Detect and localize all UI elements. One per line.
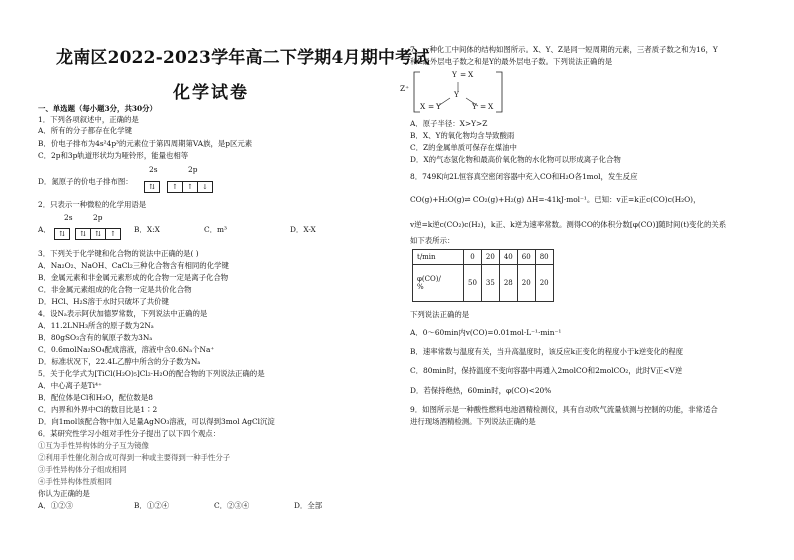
q4-option-b: B．80gSO₃含有的氧原子数为3Nₐ — [38, 333, 153, 342]
q7-struct-z: Z⁺ — [400, 84, 410, 93]
q7-stem-line1: 7．一种化工中间体的结构如图所示。X、Y、Z是同一短周期的元素，三者质子数之和为16，Y — [410, 45, 718, 54]
q7-struct-x-top: X — [468, 70, 474, 79]
q7-struct-x-right: X — [488, 102, 494, 111]
q7-struct-eq-left: = — [428, 102, 435, 111]
q1-option-c: C．2p和3p轨道形状均为哑铃形，能量也相等 — [38, 151, 189, 160]
q8-table-intro: 如下表所示： — [410, 236, 455, 245]
q7-struct-y-top: Y — [452, 70, 457, 79]
q9-stem-line1: 9．如图所示是一种酸性燃料电池酒精检测仪，具有自动吹气流量侦测与控制的功能，非常适合 — [410, 405, 718, 414]
q1-orbital-diagram — [144, 176, 212, 195]
q7-struct-y-center: Y — [454, 90, 459, 99]
q8-ask: 下列说法正确的是 — [410, 310, 470, 319]
q7-structure — [400, 70, 520, 114]
q6-option-b: B．①②④ — [134, 501, 169, 510]
q1-stem: 1．下列各项叙述中，正确的是 — [38, 115, 139, 124]
q5-option-a: A．中心离子是Ti⁴⁺ — [38, 381, 102, 390]
exam-subtitle: 化学试卷 — [173, 83, 249, 103]
q5-option-c: C．内界和外界中Cl的数目比是1∶2 — [38, 405, 158, 414]
section-heading: 一、单选题（每小题3分，共30分） — [38, 104, 157, 113]
table-cell: 35 — [481, 265, 499, 302]
table-cell: 28 — [499, 265, 517, 302]
q2-option-d: D．X-X — [290, 225, 316, 234]
q1-option-b: B．价电子排布为4s²4p³的元素位于第四周期第VA族，是p区元素 — [38, 139, 253, 148]
q5-option-d: D．向1mol该配合物中加入足量AgNO₃溶液，可以得到3mol AgCl沉淀 — [38, 417, 275, 426]
exam-title: 龙南区2022-2023学年高二下学期4月期中考试 — [56, 48, 430, 68]
q4-option-d: D．标准状况下，22.4L乙醇中所含的分子数为Nₐ — [38, 357, 201, 366]
q8-rate-expression: v逆=k逆c(CO₂)c(H₂)，k正、k逆为速率常数。测得CO的体积分数[φ(CO)]随时间(t)变化的关系 — [410, 220, 727, 229]
orbital-box-icon: ⇅ — [54, 228, 70, 240]
table-cell: 40 — [499, 250, 517, 265]
table-header-phi-line2: % — [417, 283, 424, 291]
orbital-box-icon: ↑ — [167, 181, 183, 193]
q6-point-4: ④手性异构体性质相同 — [38, 477, 112, 486]
q3-option-d: D．HCl、H₂S溶于水时只破坏了共价键 — [38, 297, 169, 306]
q3-stem: 3．下列关于化学键和化合物的说法中正确的是( ) — [38, 249, 199, 258]
q6-point-2: ②利用手性催化剂合成可得到一种或主要得到一种手性分子 — [38, 453, 231, 462]
q1-orbital-2p-label: 2p — [188, 165, 198, 174]
q4-option-a: A．11.2LNH₃所含的原子数为2Nₐ — [38, 321, 154, 330]
q3-option-b: B．金属元素和非金属元素形成的化合物一定是离子化合物 — [38, 273, 229, 282]
orbital-box-icon: ⇅ — [75, 228, 91, 240]
q6-stem: 6．某研究性学习小组对手性分子提出了以下四个观点： — [38, 429, 221, 438]
orbital-box-icon: ↓ — [197, 181, 213, 193]
q7-option-a: A．原子半径：X>Y>Z — [410, 119, 488, 128]
table-header-phi — [413, 265, 464, 302]
q8-option-c: C．80min时，保持温度不变向容器中再通入2molCO和2molCO₂，此时V正<V逆 — [410, 366, 683, 375]
q8-equation: CO(g)+H₂O(g)⇌ CO₂(g)+H₂(g) ΔH=-41kJ·mol⁻¹。已知：v正=k正c(CO)c(H₂O)， — [410, 195, 701, 204]
orbital-box-icon: ↑ — [105, 228, 121, 240]
q2-stem: 2．只表示一种微粒的化学用语是 — [38, 200, 147, 209]
table-cell: 80 — [535, 250, 553, 265]
q2-option-b: B．X:X — [134, 225, 160, 234]
q6-option-c: C．②③④ — [214, 501, 250, 510]
q8-option-a: A．0～60min内v(CO)=0.01mol·L⁻¹·min⁻¹ — [410, 328, 562, 337]
table-header-time: t/min — [413, 250, 464, 265]
q1-option-d: D．氮原子的价电子排布图： — [38, 177, 133, 186]
table-cell: 20 — [517, 265, 535, 302]
table-header-phi-line1: φ(CO)/ — [417, 275, 441, 283]
table-row — [413, 250, 554, 265]
table-cell: 60 — [517, 250, 535, 265]
q7-struct-y-left: Y — [436, 102, 441, 111]
q4-stem: 4．设Nₐ表示阿伏加德罗常数，下列说法中正确的是 — [38, 309, 208, 318]
q6-ask: 你认为正确的是 — [38, 489, 90, 498]
q4-option-c: C．0.6molNa₂SO₄配成溶液，溶液中含0.6Nₐ个Na⁺ — [38, 345, 215, 354]
q7-struct-y-right: Y — [472, 102, 477, 111]
q8-option-d: D．若保持绝热，60min时，φ(CO)<20% — [410, 386, 552, 395]
table-cell: 0 — [464, 250, 482, 265]
q1-option-a: A．所有的分子都存在化学键 — [38, 126, 133, 135]
q7-struct-eq-top: = — [460, 70, 467, 79]
q7-option-b: B．X、Y的氧化物均含导致酸雨 — [410, 131, 515, 140]
q7-stem-line2: 和Z最外层电子数之和是Y的最外层电子数。下列说法正确的是 — [410, 57, 613, 66]
q6-point-3: ③手性异构体分子组成相同 — [38, 465, 127, 474]
q7-option-d: D．X的气态氢化物和最高价氧化物的水化物可以形成离子化合物 — [410, 155, 621, 164]
q7-struct-eq-right: = — [480, 102, 487, 111]
q3-option-a: A．Na₂O₂、NaOH、CaCl₂三种化合物含有相同的化学键 — [38, 261, 229, 270]
orbital-box-icon: ⇅ — [90, 228, 106, 240]
q9-stem-line2: 进行现场酒精检测。下列说法正确的是 — [410, 417, 536, 426]
q8-option-b: B．速率常数与温度有关，当升高温度时，该反应k正变化的程度小于k逆变化的程度 — [410, 347, 684, 356]
q3-option-c: C．非金属元素组成的化合物一定是共价化合物 — [38, 285, 192, 294]
q6-option-d: D．全部 — [294, 501, 323, 510]
q2-orbital-2s-label: 2s — [64, 213, 73, 222]
q8-data-table — [412, 249, 554, 302]
q6-option-a: A．①②③ — [38, 501, 73, 510]
table-row — [413, 265, 554, 302]
q1-orbital-2s-label: 2s — [149, 165, 158, 174]
q5-stem: 5．关于化学式为[TiCl(H₂O)₅]Cl₂·H₂O的配合物的下列说法正确的是 — [38, 369, 265, 378]
orbital-box-icon: ↑ — [182, 181, 198, 193]
q8-stem: 8．749K向2L恒容真空密闭容器中充入CO和H₂O各1mol，发生反应 — [410, 172, 638, 181]
q6-point-1: ①互为手性异构体的分子互为镜像 — [38, 441, 149, 450]
q7-struct-x-left: X — [420, 102, 426, 111]
q2-option-c: C．m³ — [204, 225, 228, 234]
q5-option-b: B．配位体是Cl和H₂O，配位数是8 — [38, 393, 153, 402]
q2-option-a: A． — [38, 225, 51, 234]
q2-orbital-2p-label: 2p — [93, 213, 103, 222]
q7-option-c: C．Z的金属单质可保存在煤油中 — [410, 143, 517, 152]
orbital-box-icon: ⇅ — [144, 181, 160, 193]
table-cell: 20 — [535, 265, 553, 302]
table-cell: 50 — [464, 265, 482, 302]
table-cell: 20 — [481, 250, 499, 265]
q2-orbital-diagram — [54, 223, 120, 242]
